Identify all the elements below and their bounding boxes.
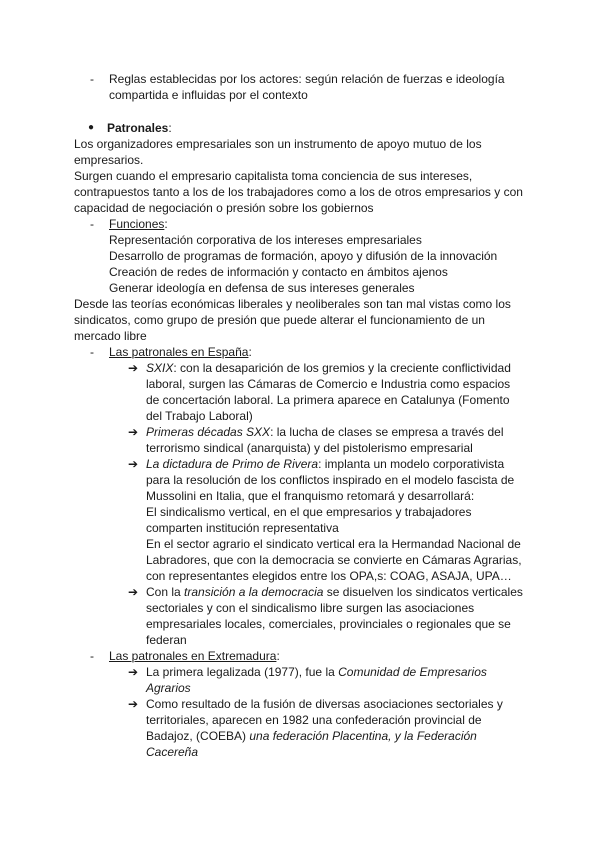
espana-item-3-line: Labradores, que con la democracia se convierte en Cámaras Agrarias,: [146, 553, 522, 567]
funcion-item: Representación corporativa de los intereses empresariales: [109, 233, 422, 247]
paragraph-line: Desde las teorías económicas liberales y neoliberales son tan mal vistas como los: [74, 297, 511, 311]
espana-item-4-line: empresariales locales, comerciales, provinciales o regionales que se: [146, 617, 511, 631]
paragraph-line: mercado libre: [74, 329, 147, 343]
espana-item-3-line: con representantes elegidos entre los OPA,s: COAG, ASAJA, UPA…: [146, 569, 512, 583]
paragraph-line: Los organizadores empresariales son un instrumento de apoyo mutuo de los: [74, 137, 482, 151]
extremadura-label: Las patronales en Extremadura: [109, 649, 277, 663]
intro-line-2: compartida e influidas por el contexto: [109, 88, 308, 102]
funcion-item: Generar ideología en defensa de sus intereses generales: [109, 281, 415, 295]
espana-item-3-line: En el sector agrario el sindicato vertical era la Hermandad Nacional de: [146, 537, 521, 551]
dash-marker: -: [90, 345, 94, 359]
espana-item-3-line: comparten institución representativa: [146, 521, 339, 535]
extremadura-item-2-line: territoriales, aparecen en 1982 una confederación provincial de: [146, 713, 482, 727]
arrow-icon: ➔: [128, 361, 139, 375]
funciones-label: Funciones: [109, 217, 165, 231]
espana-item-2: Primeras décadas SXX: la lucha de clases se empresa a través del: [146, 425, 504, 439]
bullet-marker: ●: [88, 122, 95, 133]
extremadura-heading: Las patronales en Extremadura:: [109, 649, 280, 663]
patronales-heading-text: Patronales: [107, 121, 169, 135]
funcion-item: Desarrollo de programas de formación, apoyo y difusión de la innovación: [109, 249, 498, 263]
espana-heading: Las patronales en España:: [109, 345, 252, 359]
intro-line-1: Reglas establecidas por los actores: según relación de fuerzas e ideología: [109, 72, 505, 86]
dash-marker: -: [90, 217, 94, 231]
patronales-heading: [107, 120, 172, 136]
espana-item-4: Con la transición a la democracia se disuelven los sindicatos verticales: [146, 585, 523, 599]
espana-item-2-line: terrorismo sindical (anarquista) y del pistolerismo empresarial: [146, 441, 473, 455]
paragraph-line: empresarios.: [74, 153, 144, 167]
arrow-icon: ➔: [128, 665, 139, 679]
funcion-item: Creación de redes de información y contacto en ámbitos ajenos: [109, 265, 448, 279]
dash-marker: -: [90, 72, 94, 86]
espana-item-1: SXIX: con la desaparición de los gremios y la creciente conflictividad: [146, 361, 511, 375]
arrow-icon: ➔: [128, 457, 139, 471]
patronales-colon: :: [168, 121, 172, 135]
paragraph-line: sindicatos, como grupo de presión que puede alterar el funcionamiento de un: [74, 313, 485, 327]
paragraph-line: contrapuestos tanto a los de los trabajadores como a los de otros empresarios y con: [74, 185, 523, 199]
arrow-icon: ➔: [128, 697, 139, 711]
arrow-icon: ➔: [128, 425, 139, 439]
espana-item-1-line: de concertación laboral. La primera aparece en Catalunya (Fomento: [146, 393, 510, 407]
dash-marker: -: [90, 649, 94, 663]
paragraph-line: Surgen cuando el empresario capitalista toma conciencia de sus intereses,: [74, 169, 473, 183]
paragraph-line: capacidad de negociación o presión sobre los gobiernos: [74, 201, 374, 215]
espana-label: Las patronales en España: [109, 345, 249, 359]
extremadura-item-2: Como resultado de la fusión de diversas asociaciones sectoriales y: [146, 697, 503, 711]
espana-item-4-line: federan: [146, 633, 187, 647]
espana-item-1-line: del Trabajo Laboral): [146, 409, 253, 423]
extremadura-item-1: La primera legalizada (1977), fue la Comunidad de Empresarios: [146, 665, 487, 679]
espana-item-3: La dictadura de Primo de Rivera: implanta un modelo corporativista: [146, 457, 505, 471]
espana-item-1-line: laboral, surgen las Cámaras de Comercio e Industria como espacios: [146, 377, 511, 391]
extremadura-item-2-line: Badajoz, (COEBA) una federación Placentina, y la Federación: [146, 729, 477, 743]
extremadura-item-2-line: Cacereña: [146, 745, 199, 759]
espana-item-3-line: para la resolución de los conflictos inspirado en el modelo fascista de: [146, 473, 515, 487]
arrow-icon: ➔: [128, 585, 139, 599]
espana-item-3-line: Mussolini en Italia, que el franquismo retomará y desarrollará:: [146, 489, 475, 503]
espana-item-3-line: El sindicalismo vertical, en el que empresarios y trabajadores: [146, 505, 472, 519]
funciones-heading: Funciones:: [109, 217, 168, 231]
extremadura-item-1-line: Agrarios: [146, 681, 191, 695]
espana-item-4-line: sectoriales y con el sindicalismo libre surgen las asociaciones: [146, 601, 475, 615]
